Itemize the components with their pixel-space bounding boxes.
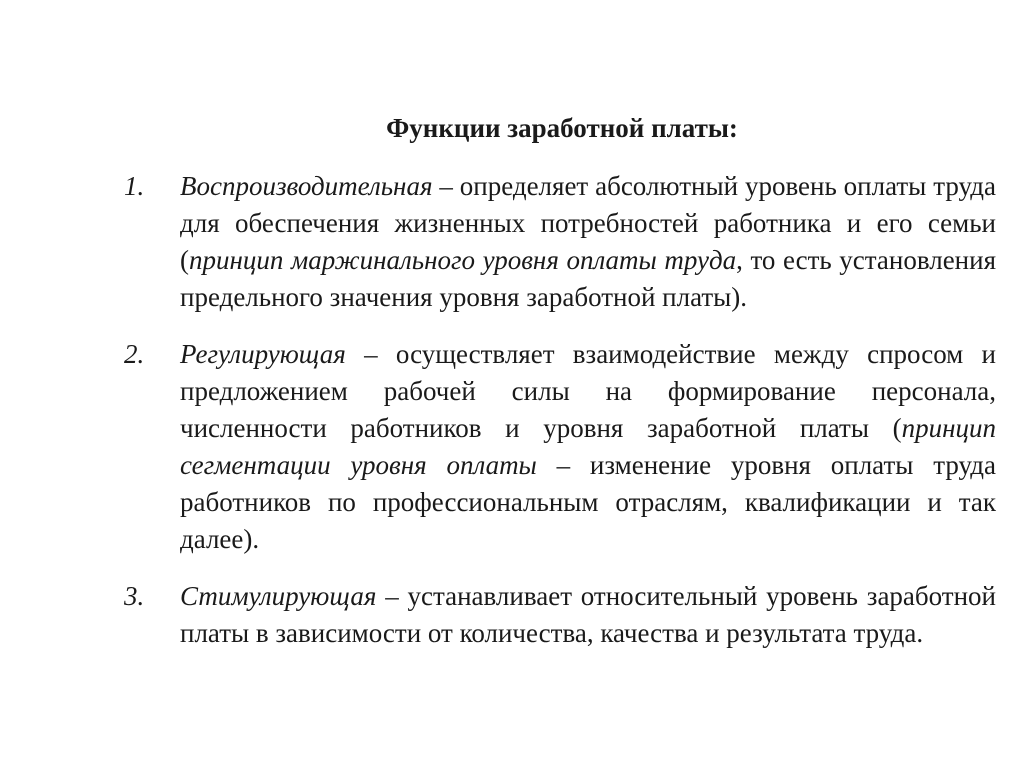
slide-title: Функции заработной платы:	[386, 113, 738, 143]
item-number: 2.	[124, 339, 145, 369]
item-text-continued: , то есть установления предельного значения уровня заработной платы).	[180, 245, 996, 312]
item-term: Воспроизводительная	[180, 171, 433, 201]
item-number: 1.	[124, 171, 145, 201]
list-item-3	[124, 578, 996, 652]
list-item-2	[124, 336, 996, 558]
item-term: Регулирующая	[180, 339, 346, 369]
item-text: – осуществляет взаимодействие между спросом и предложением рабочей силы на формирование персонала, численности работников и уровня заработной платы (	[180, 339, 996, 443]
item-number: 3.	[124, 581, 145, 611]
item-text: – устанавливает относительный уровень заработной платы в зависимости от количества, качества и результата труда.	[180, 581, 996, 648]
item-principle: принцип сегментации уровня оплаты –	[180, 413, 996, 480]
functions-list	[124, 168, 996, 672]
item-text-continued: изменение уровня оплаты труда работников по профессиональным отраслям, квалификации и так далее).	[180, 450, 996, 554]
item-principle: принцип маржинального уровня оплаты труда	[189, 245, 737, 275]
item-text: – определяет абсолютный уровень оплаты труда для обеспечения жизненных потребностей работника и его семьи (	[180, 171, 996, 275]
list-item-1	[124, 168, 996, 316]
item-term: Стимулирующая	[180, 581, 377, 611]
